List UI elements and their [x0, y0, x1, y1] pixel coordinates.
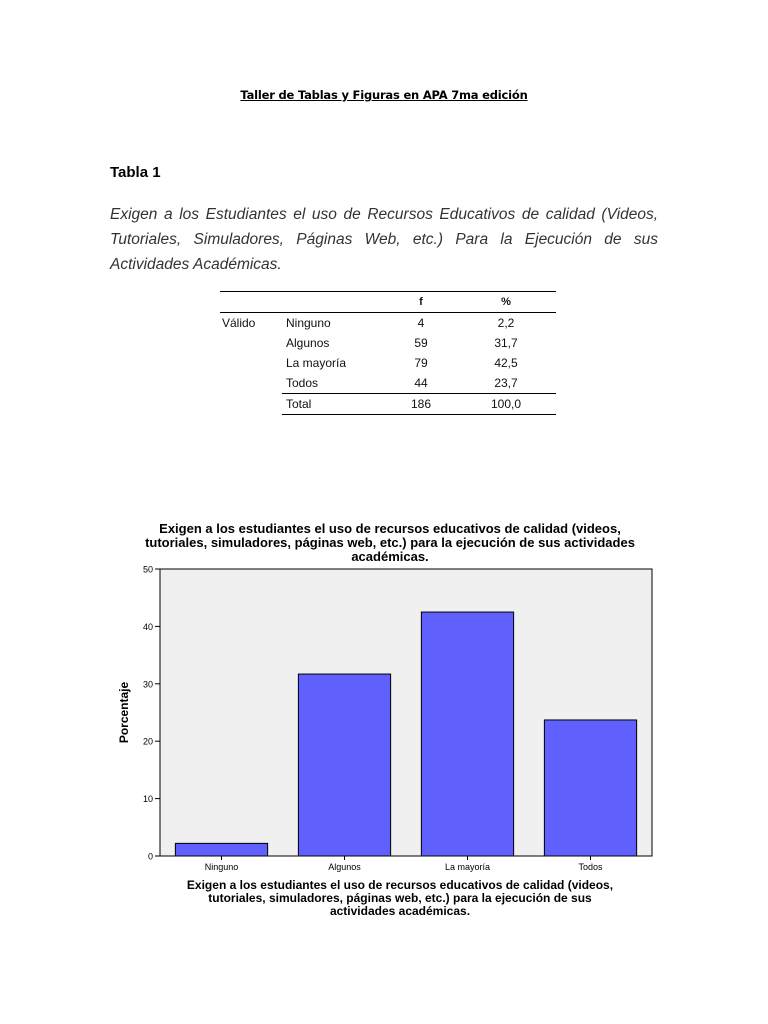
row-percent: 2,2 [497, 316, 515, 330]
chart-title-line: tutoriales, simuladores, páginas web, etc.) para la ejecución de sus actividades [145, 535, 635, 550]
row-f: 44 [414, 376, 428, 390]
chart-title-line: Exigen a los estudiantes el uso de recursos educativos de calidad (videos, [159, 521, 621, 536]
y-tick-label: 50 [142, 564, 153, 575]
y-axis-label: Porcentaje [117, 681, 131, 744]
x-tick-label: Todos [578, 862, 603, 872]
chart-x-axis-label [150, 879, 650, 918]
row-f: 4 [417, 316, 425, 330]
table-label: Tabla 1 [110, 164, 161, 181]
table-row [220, 353, 556, 373]
chart-xlabel-line: Exigen a los estudiantes el uso de recursos educativos de calidad (videos, [186, 878, 614, 892]
bar-3 [544, 720, 636, 856]
bar-chart [110, 522, 670, 932]
row-f: 79 [414, 356, 428, 370]
chart-xlabel-line: actividades académicas. [329, 904, 471, 918]
header-empty-2 [282, 292, 386, 313]
total-f: 186 [386, 394, 456, 415]
table-row [220, 373, 556, 394]
header-empty-1 [220, 292, 282, 313]
row-label: La mayoría [286, 356, 347, 370]
row-label: Todos [286, 376, 319, 390]
header-f: f [386, 292, 456, 313]
row-f: 59 [414, 336, 428, 350]
x-tick-label: La mayoría [444, 862, 491, 872]
y-tick-label: 10 [142, 794, 153, 805]
chart-title-line: académicas. [351, 549, 429, 564]
table-caption: Exigen a los Estudiantes el uso de Recursos Educativos de calidad (Videos, Tutoriales, Simuladores, Páginas Web, etc.) Para la Ejecución de sus Actividades Académicas. [110, 206, 658, 273]
x-tick-label: Algunos [328, 862, 361, 872]
total-percent: 100,0 [456, 394, 556, 415]
document-title: Taller de Tablas y Figuras en APA 7ma edición [240, 88, 528, 102]
row-percent: 42,5 [494, 356, 518, 370]
chart-plot [110, 522, 670, 932]
header-percent: % [456, 292, 556, 313]
bar-2 [421, 612, 513, 856]
row-percent: 31,7 [494, 336, 518, 350]
table-row [220, 313, 556, 334]
y-tick-label: 0 [147, 851, 153, 862]
frequency-table [220, 291, 556, 415]
y-tick-label: 20 [142, 736, 153, 747]
bar-0 [175, 843, 267, 856]
bar-1 [298, 674, 390, 856]
row-percent: 23,7 [494, 376, 518, 390]
group-label: Válido [222, 316, 256, 330]
x-tick-label: Ninguno [204, 862, 239, 872]
row-label: Ninguno [286, 316, 331, 330]
total-label: Total [282, 394, 386, 415]
row-label: Algunos [286, 336, 330, 350]
y-tick-label: 40 [142, 621, 153, 632]
table-row [220, 333, 556, 353]
y-tick-label: 30 [142, 679, 153, 690]
table-header-row [220, 292, 556, 313]
table-total-row [220, 394, 556, 415]
chart-xlabel-line: tutoriales, simuladores, páginas web, etc.) para la ejecución de sus [208, 891, 592, 905]
